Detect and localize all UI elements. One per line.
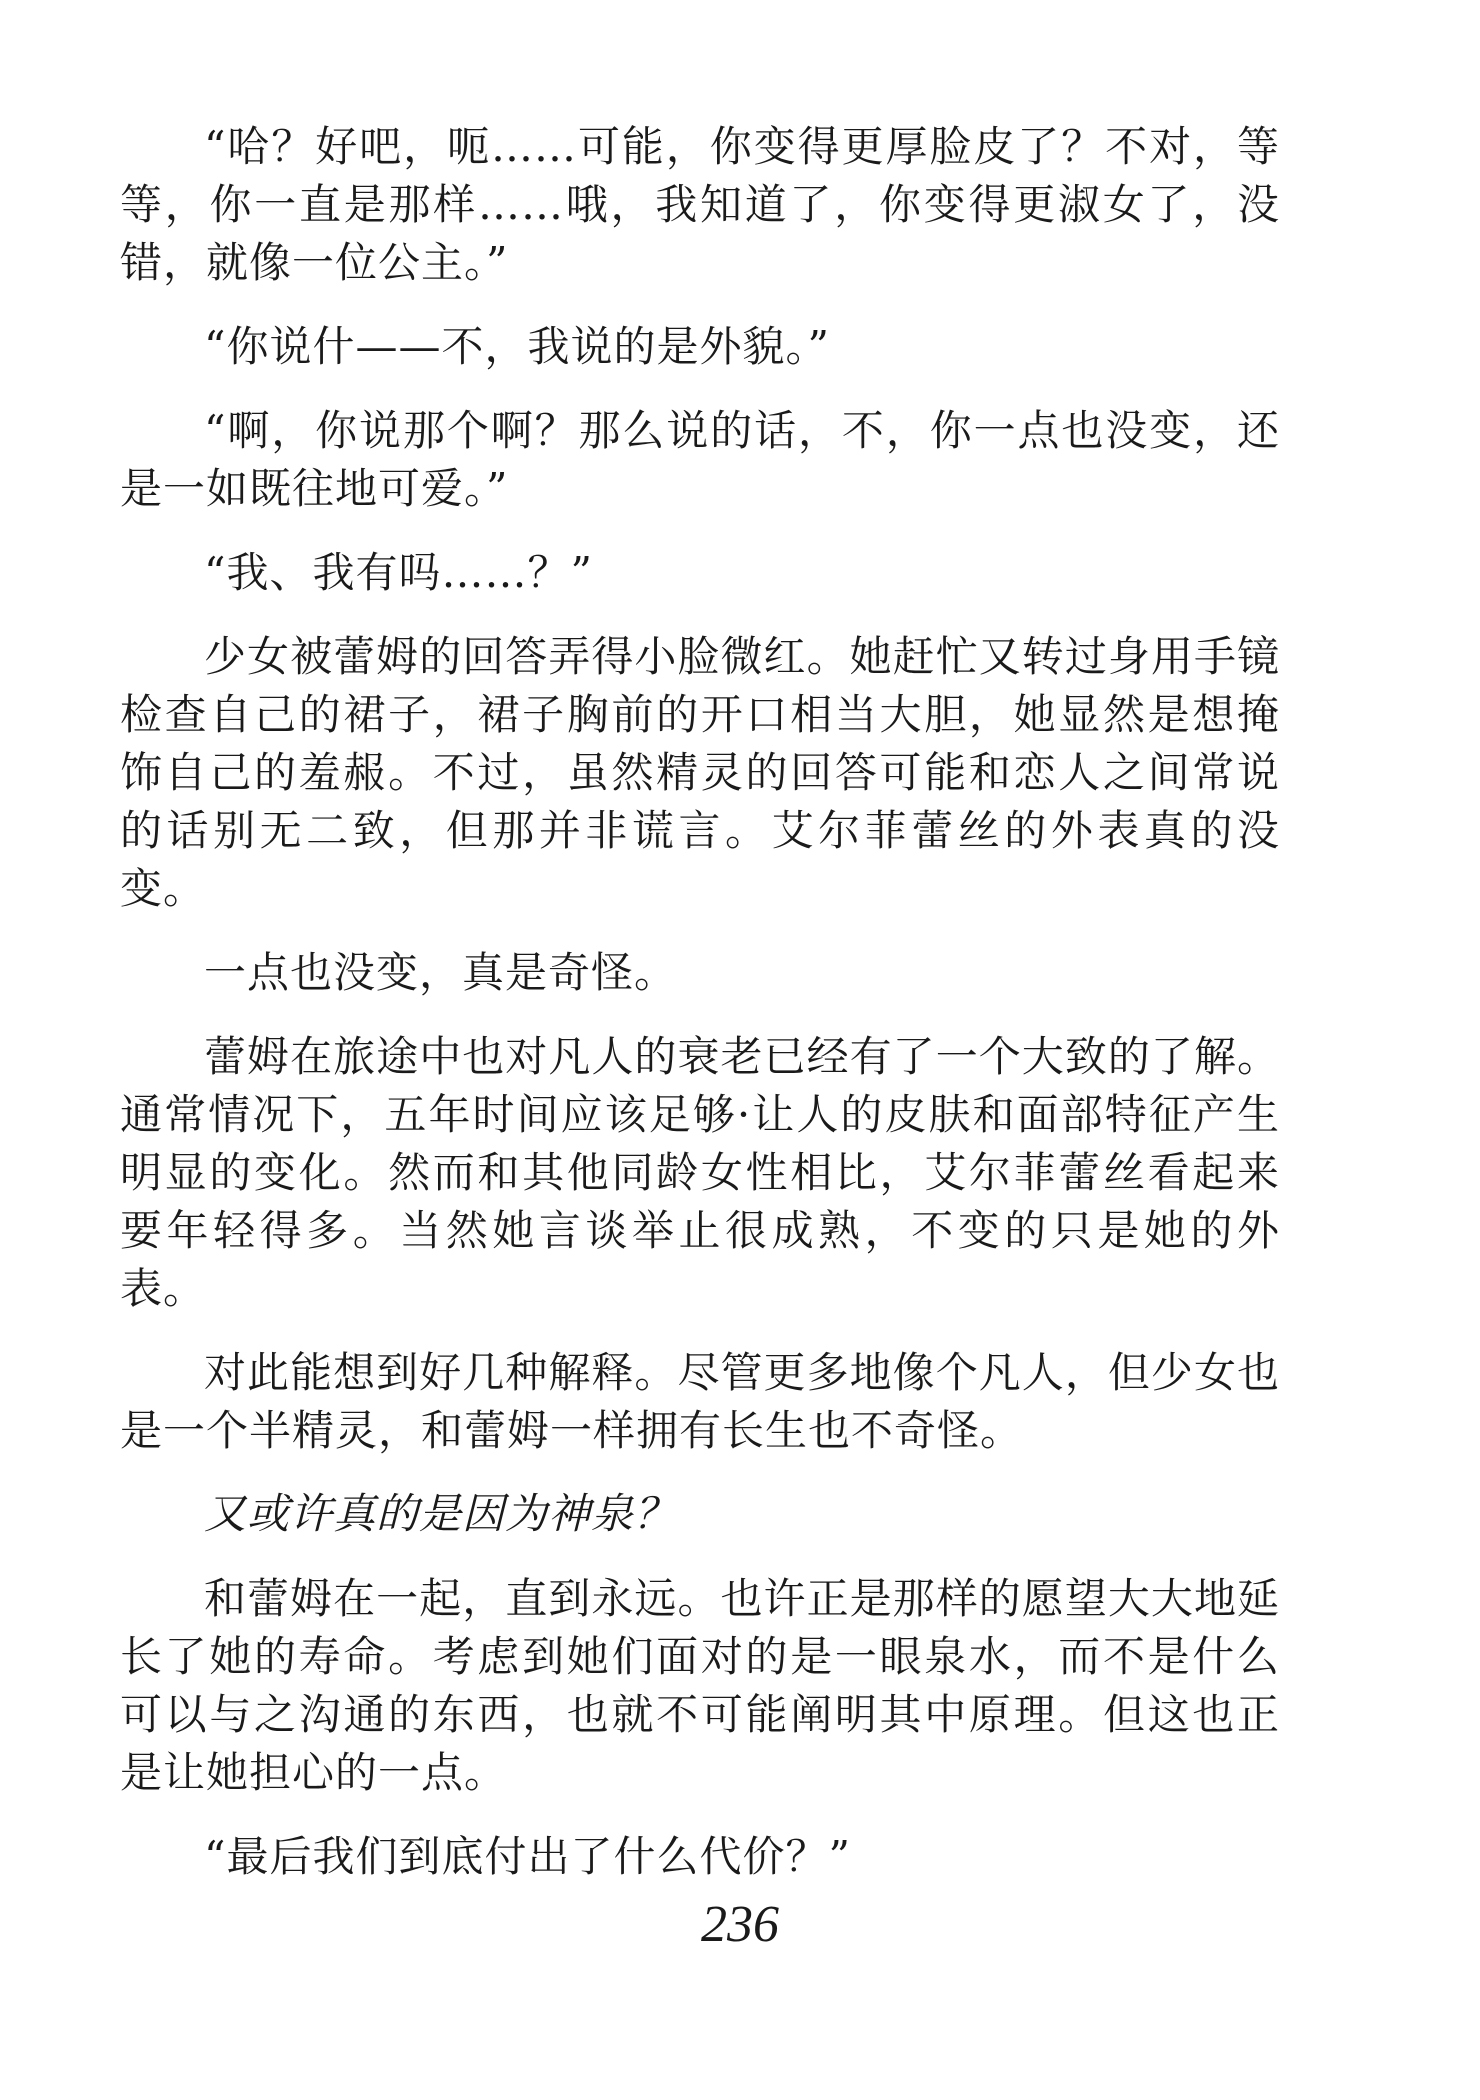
paragraph-9-italic-thought: 又或许真的是因为神泉？ [204, 1492, 678, 1538]
paragraph-2: “你说什——不，我说的是外貌。” [204, 322, 830, 371]
paragraph-11: “最后我们到底付出了什么代价？” [204, 1832, 851, 1881]
paragraph-3: “啊，你说那个啊？那么说的话，不，你一点也没变，还是一如既往地可爱。” [120, 406, 1280, 513]
paragraph-1: “哈？好吧，呃……可能，你变得更厚脸皮了？不对，等等，你一直是那样……哦，我知道了，你变得更淑女了，没错，就像一位公主。” [120, 122, 1280, 287]
paragraph-5: 少女被蕾姆的回答弄得小脸微红。她赶忙又转过身用手镜检查自己的裙子，裙子胸前的开口相当大胆，她显然是想掩饰自己的羞赧。不过，虽然精灵的回答可能和恋人之间常说的话别无二致，但那并非谎言。艾尔菲蕾丝的外表真的没变。 [120, 632, 1280, 913]
page-number: 236 [701, 1896, 779, 1953]
paragraph-7: 蕾姆在旅途中也对凡人的衰老已经有了一个大致的了解。通常情况下，五年时间应该足够·让人的皮肤和面部特征产生明显的变化。然而和其他同龄女性相比，艾尔菲蕾丝看起来要年轻得多。当然她言谈举止很成熟，不变的只是她的外表。 [120, 1032, 1280, 1313]
paragraph-6: 一点也没变，真是奇怪。 [204, 948, 678, 997]
paragraph-10: 和蕾姆在一起，直到永远。也许正是那样的愿望大大地延长了她的寿命。考虑到她们面对的是一眼泉水，而不是什么可以与之沟通的东西，也就不可能阐明其中原理。但这也正是让她担心的一点。 [120, 1574, 1280, 1797]
page-body [120, 118, 1280, 1912]
paragraph-4: “我、我有吗……？” [204, 548, 593, 597]
paragraph-8: 对此能想到好几种解释。尽管更多地像个凡人，但少女也是一个半精灵，和蕾姆一样拥有长生也不奇怪。 [120, 1348, 1280, 1455]
